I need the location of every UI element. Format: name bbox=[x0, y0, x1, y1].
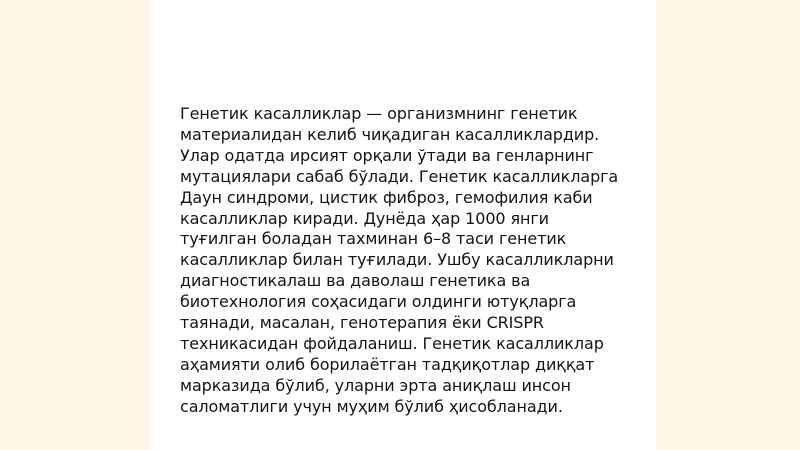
paragraph-line: касалликлар киради. Дунёда ҳар 1000 янги bbox=[180, 208, 549, 228]
paragraph-line: марказида бўлиб, уларни эрта аниқлаш инсон bbox=[180, 375, 571, 395]
paragraph-line: биотехнология соҳасидаги олдинги ютуқларга bbox=[180, 292, 577, 312]
document-page bbox=[150, 0, 656, 450]
paragraph-line: Даун синдроми, цистик фиброз, гемофилия каби bbox=[180, 187, 593, 207]
paragraph-line: туғилган боладан тахминан 6–8 таси генетик bbox=[180, 229, 567, 249]
paragraph-line: Улар одатда ирсият орқали ўтади ва генларнинг bbox=[180, 145, 594, 165]
paragraph-line: касалликлар билан туғилади. Ушбу касалликларни bbox=[180, 250, 614, 270]
paragraph-line: техникасидан фойдаланиш. Генетик касалликлар bbox=[180, 333, 604, 353]
paragraph-line: материалидан келиб чиқадиган касалликлардир. bbox=[180, 124, 600, 144]
body-paragraph bbox=[180, 104, 640, 418]
paragraph-line: диагностикалаш ва даволаш генетика ва bbox=[180, 271, 531, 291]
paragraph-line: саломатлиги учун муҳим бўлиб ҳисобланади. bbox=[180, 396, 563, 416]
paragraph-line: аҳамияти олиб борилаётган тадқиқотлар диққат bbox=[180, 354, 595, 374]
paragraph-line: мутациялари сабаб бўлади. Генетик касалликларга bbox=[180, 166, 619, 186]
paragraph-line: таянади, масалан, генотерапия ёки CRISPR bbox=[180, 313, 544, 333]
paragraph-line: Генетик касалликлар — организмнинг генетик bbox=[180, 104, 578, 123]
